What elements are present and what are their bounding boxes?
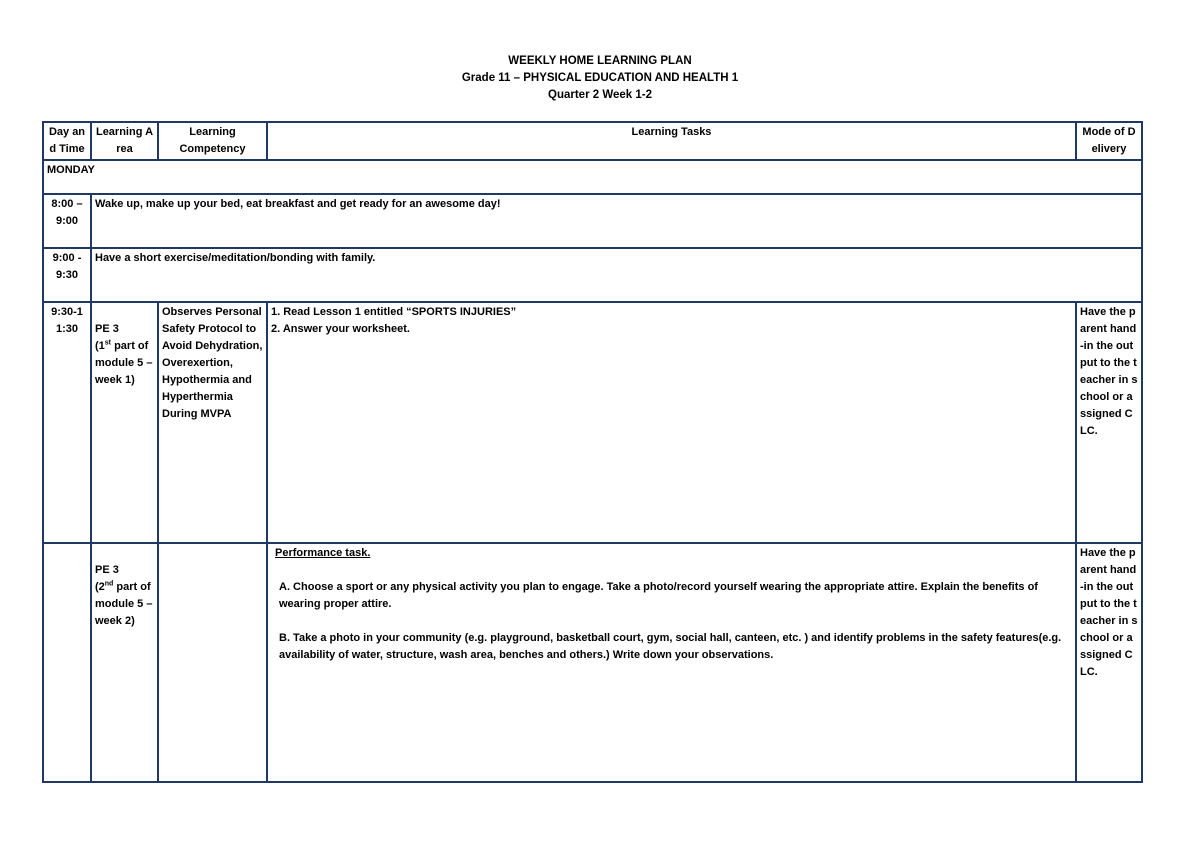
table-header-row [43, 122, 1142, 160]
day-row [43, 160, 1142, 194]
task-item: A. Choose a sport or any physical activity you plan to engage. Take a photo/record yourself wearing the appropriate attire. Explain the benefits of wearing proper attire. [279, 581, 1038, 610]
task-item: 2. Answer your worksheet. [271, 323, 410, 335]
document-heading [0, 53, 1200, 104]
table-row [43, 543, 1142, 782]
learning-tasks-cell [267, 302, 1076, 543]
learning-area-subject: PE 3 [95, 323, 119, 335]
col-header-learning-tasks: Learning Tasks [267, 122, 1076, 160]
document-period: Quarter 2 Week 1-2 [548, 89, 652, 101]
learning-area-cell: PE 3 (1st part of module 5 – week 1) [91, 302, 158, 543]
col-header-learning-area: Learning Area [91, 122, 158, 160]
col-header-day-time: Day and Time [43, 122, 91, 160]
col-header-mode-of-delivery: Mode of Delivery [1076, 122, 1142, 160]
mode-of-delivery-cell: Have the parent hand-in the output to the teacher in school or assigned CLC. [1076, 302, 1142, 543]
learning-plan-table [42, 121, 1143, 783]
learning-tasks-cell [267, 543, 1076, 782]
day-label: MONDAY [43, 160, 1142, 194]
col-header-learning-competency: Learning Competency [158, 122, 267, 160]
time-cell [43, 543, 91, 782]
activity-cell: Wake up, make up your bed, eat breakfast and get ready for an awesome day! [91, 194, 1142, 248]
learning-competency-cell: Observes Personal Safety Protocol to Avoid Dehydration, Overexertion, Hypothermia and Hyperthermia During MVPA [158, 302, 267, 543]
task-item: 1. Read Lesson 1 entitled “SPORTS INJURIES” [271, 306, 517, 318]
time-cell: 9:00 - 9:30 [43, 248, 91, 302]
document-title: WEEKLY HOME LEARNING PLAN [508, 55, 692, 67]
learning-area-subject: PE 3 [95, 564, 119, 576]
task-item: B. Take a photo in your community (e.g. playground, basketball court, gym, social hall, canteen, etc. ) and identify problems in the safety features(e.g. availability of water, structure, wash area, benches and others.) Write down your observations. [279, 632, 1062, 661]
table-row [43, 248, 1142, 302]
time-cell: 8:00 – 9:00 [43, 194, 91, 248]
table-row [43, 194, 1142, 248]
table-row [43, 302, 1142, 543]
document-subtitle: Grade 11 – PHYSICAL EDUCATION AND HEALTH 1 [461, 72, 739, 84]
learning-area-cell: PE 3 (2nd part of module 5 – week 2) [91, 543, 158, 782]
activity-cell: Have a short exercise/meditation/bonding with family. [91, 248, 1142, 302]
performance-task-title: Performance task. [275, 547, 371, 559]
learning-competency-cell [158, 543, 267, 782]
mode-of-delivery-cell: Have the parent hand-in the output to the teacher in school or assigned CLC. [1076, 543, 1142, 782]
time-cell: 9:30-11:30 [43, 302, 91, 543]
